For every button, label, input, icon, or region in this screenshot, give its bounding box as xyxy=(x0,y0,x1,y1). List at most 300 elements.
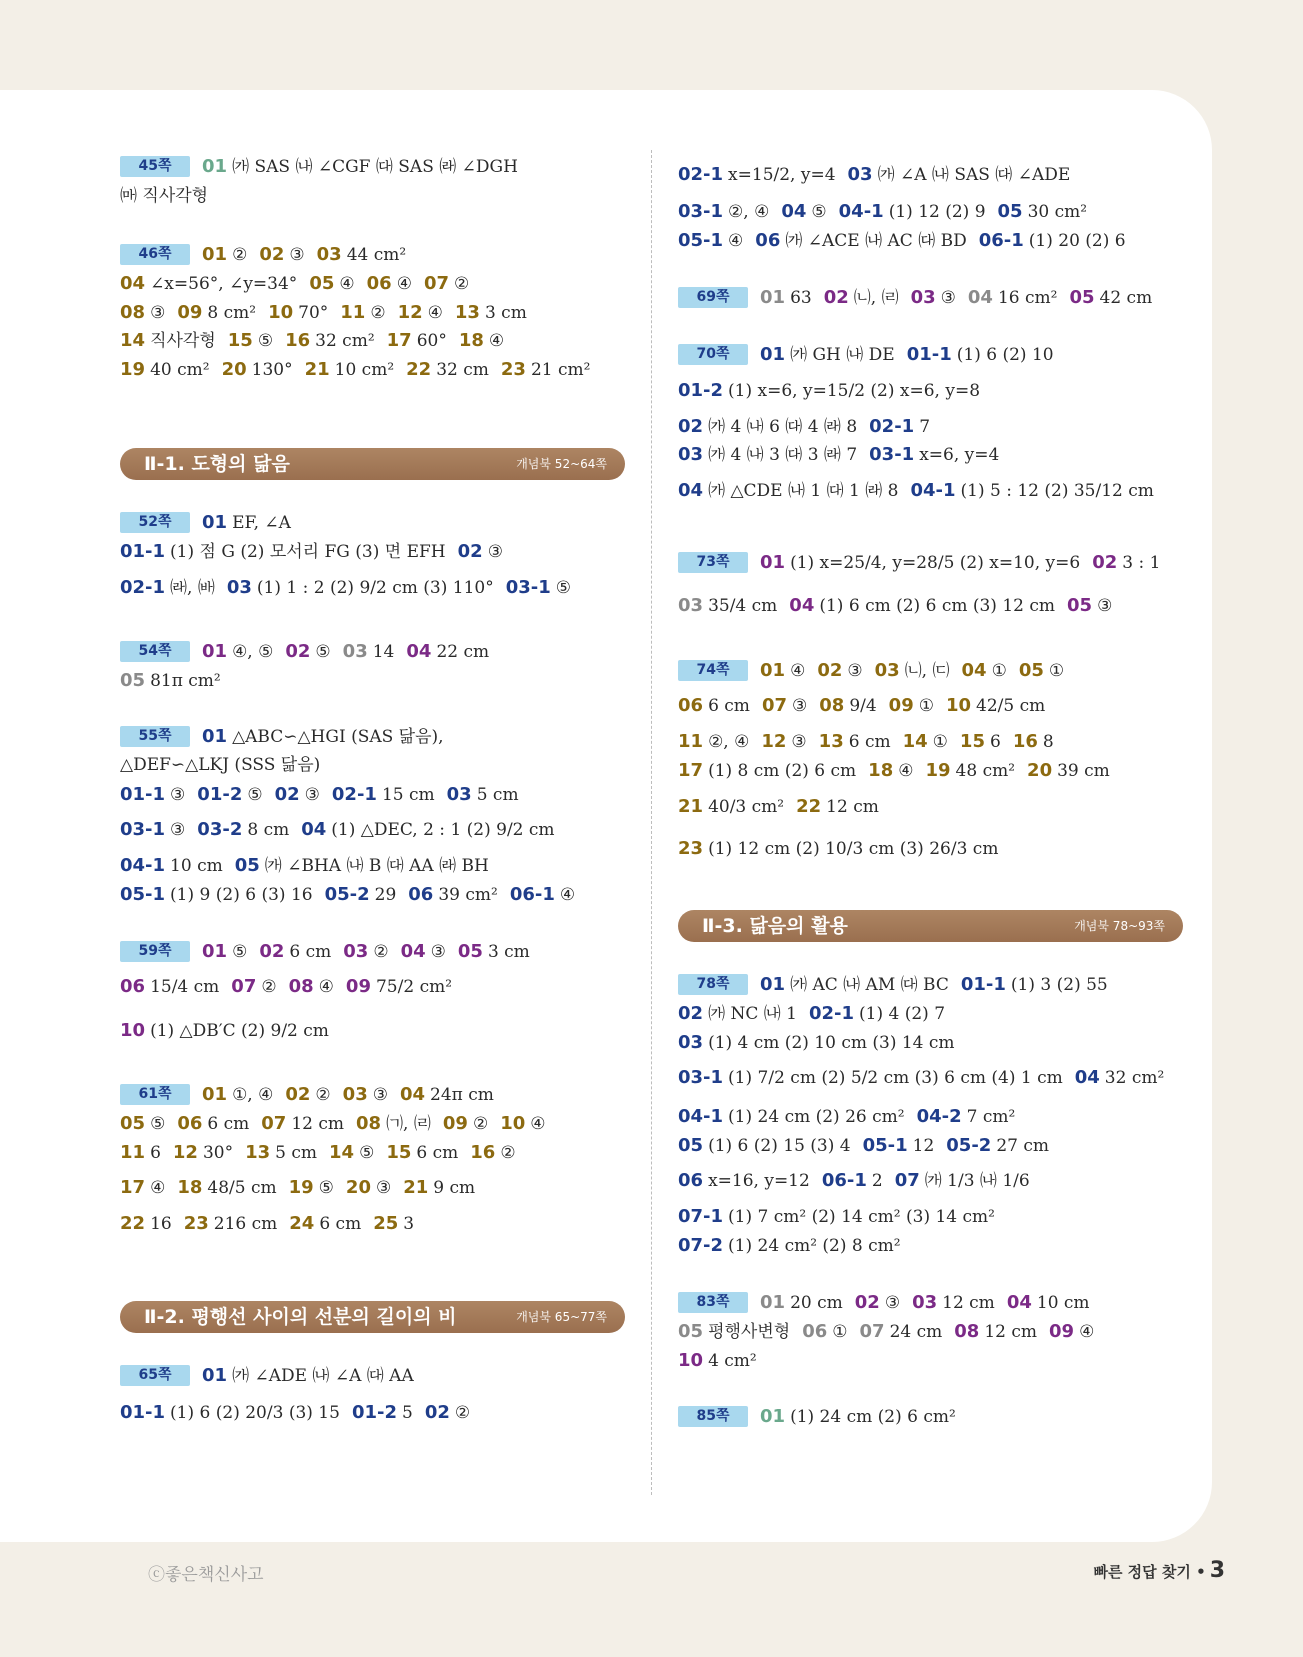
answer-text: 4 cm² xyxy=(708,1350,757,1371)
answer-text: (1) x=25/4, y=28/5 (2) x=10, y=6 xyxy=(790,552,1081,573)
answer-text: 8 cm xyxy=(247,819,290,840)
question-number: 02 xyxy=(678,415,704,437)
question-number: 07 xyxy=(261,1112,287,1134)
question-number: 08 xyxy=(120,301,146,323)
answer-text: (1) 7 cm² (2) 14 cm² (3) 14 cm² xyxy=(728,1206,995,1227)
answer-item xyxy=(184,1212,278,1236)
answer-row xyxy=(678,1001,957,1026)
question-number: 03 xyxy=(910,286,936,308)
question-number: 01 xyxy=(760,343,786,365)
answer-row xyxy=(120,539,515,564)
answer-row xyxy=(678,199,1099,224)
answer-text: 10 cm² xyxy=(334,359,395,380)
question-number: 06 xyxy=(802,1320,828,1342)
question-number: 06 xyxy=(678,1169,704,1191)
question-number: 03-1 xyxy=(505,576,551,598)
page-label: 74쪽 xyxy=(678,660,748,681)
answer-item xyxy=(120,272,297,296)
answer-text: (1) 6 (2) 10 xyxy=(956,344,1054,365)
answer-item xyxy=(400,1083,494,1107)
question-number: 20 xyxy=(221,358,247,380)
answer-row xyxy=(678,1030,967,1055)
answer-item xyxy=(261,1112,344,1136)
section-page-ref: 개념북 65~77쪽 xyxy=(516,1310,607,1324)
answer-text: ② xyxy=(472,1113,489,1134)
answer-text: 27 cm xyxy=(996,1135,1050,1156)
answer-text: 6 cm xyxy=(416,1142,459,1163)
question-number: 01 xyxy=(760,973,786,995)
question-number: 05 xyxy=(997,200,1023,222)
question-number: 05 xyxy=(1018,659,1044,681)
answer-text: ② xyxy=(454,1402,471,1423)
answer-text: ㈎ ∠A ㈏ SAS ㈐ ∠ADE xyxy=(877,164,1071,185)
answer-item xyxy=(120,301,165,325)
answer-item xyxy=(946,694,1045,718)
answer-text: 35/4 cm xyxy=(708,595,778,616)
question-number: 05-2 xyxy=(946,1134,992,1156)
answer-item xyxy=(802,1320,847,1344)
question-number: 16 xyxy=(470,1141,496,1163)
answer-text: (1) 5 : 12 (2) 35/12 cm xyxy=(960,480,1154,501)
answer-text: 7 xyxy=(919,416,931,437)
answer-text: ① xyxy=(832,1321,848,1342)
answer-text: 44 cm² xyxy=(346,244,407,265)
page-number: 3 xyxy=(1209,1558,1225,1583)
question-number: 05-1 xyxy=(120,883,166,905)
answer-item xyxy=(120,1176,165,1200)
page-label: 45쪽 xyxy=(120,156,190,177)
question-number: 04 xyxy=(789,594,815,616)
answer-text: ① xyxy=(1048,660,1065,681)
answer-row xyxy=(678,794,891,819)
answer-item xyxy=(120,1112,165,1136)
answer-item xyxy=(401,940,446,964)
question-number: 01 xyxy=(760,659,786,681)
answer-item xyxy=(912,1291,995,1315)
answer-item xyxy=(120,854,223,878)
answer-text: 75/2 cm² xyxy=(375,976,453,997)
answer-text: 9 cm xyxy=(433,1177,476,1198)
answer-item xyxy=(332,783,435,807)
question-number: 10 xyxy=(945,694,972,716)
answer-text: (1) 6 cm (2) 6 cm (3) 12 cm xyxy=(819,595,1056,616)
question-number: 04-2 xyxy=(916,1105,962,1127)
answer-text: ㈎ NC ㈏ 1 xyxy=(708,1003,797,1024)
question-number: 04-1 xyxy=(120,854,166,876)
answer-text: ㈎ GH ㈏ DE xyxy=(790,344,895,365)
answer-row xyxy=(678,1290,1102,1315)
question-number: 04 xyxy=(967,286,993,308)
answer-item xyxy=(855,1291,900,1315)
answer-item xyxy=(1007,1291,1090,1315)
answer-text: (1) 12 cm (2) 10/3 cm (3) 26/3 cm xyxy=(708,838,999,859)
answer-text: ④ xyxy=(728,230,744,251)
answer-item xyxy=(120,669,221,693)
answer-text: (1) 7/2 cm (2) 5/2 cm (3) 6 cm (4) 1 cm xyxy=(728,1067,1063,1088)
question-number: 05 xyxy=(234,854,260,876)
answer-item xyxy=(173,1141,233,1165)
answer-item xyxy=(869,415,930,439)
answer-text: (1) 점 G (2) 모서리 FG (3) 면 EFH xyxy=(170,541,446,562)
answer-item xyxy=(177,301,256,325)
answer-row xyxy=(120,1400,482,1425)
answer-item xyxy=(817,659,862,683)
answer-item xyxy=(120,975,219,999)
answer-text: 10 cm xyxy=(1036,1292,1090,1313)
answer-item xyxy=(406,358,489,382)
answer-text: 16 cm² xyxy=(997,287,1058,308)
answer-item xyxy=(796,795,879,819)
question-number: 05-2 xyxy=(324,883,370,905)
answer-item xyxy=(352,1401,413,1425)
answer-row xyxy=(120,1018,341,1043)
answer-text: 6 cm xyxy=(848,731,891,752)
answer-item xyxy=(925,759,1015,783)
question-number: 19 xyxy=(288,1176,314,1198)
answer-item xyxy=(868,759,913,783)
question-number: 03-1 xyxy=(678,1066,724,1088)
answer-item xyxy=(789,594,1055,618)
answer-text: ⑤ xyxy=(811,201,827,222)
answer-text: EF, ∠A xyxy=(232,512,291,533)
answer-item xyxy=(386,1141,458,1165)
answer-item xyxy=(406,640,489,664)
answer-text: 39 cm² xyxy=(438,884,498,905)
answer-item xyxy=(678,837,998,861)
question-number: 05-1 xyxy=(862,1134,908,1156)
section-page-ref: 개념북 52~64쪽 xyxy=(516,457,607,471)
question-number: 02 xyxy=(259,940,285,962)
answer-text: ⑤ xyxy=(318,1177,334,1198)
answer-row xyxy=(120,328,516,353)
question-number: 05 xyxy=(678,1320,704,1342)
answer-text: 21 cm² xyxy=(530,359,591,380)
answer-text: 12 xyxy=(912,1135,935,1156)
answer-item xyxy=(760,973,949,997)
question-number: 06 xyxy=(120,975,146,997)
answer-text: 2 xyxy=(871,1170,883,1191)
page-label: 65쪽 xyxy=(120,1365,190,1386)
section-banner xyxy=(678,910,1183,942)
question-number: 02 xyxy=(274,783,300,805)
answer-text: 5 cm xyxy=(275,1142,318,1163)
answer-item xyxy=(889,694,934,718)
answer-item xyxy=(120,1019,329,1043)
answer-item xyxy=(120,818,185,842)
answer-item xyxy=(501,358,591,382)
question-number: 07-2 xyxy=(678,1234,724,1256)
answer-text: ⑤ xyxy=(150,1113,166,1134)
answer-row xyxy=(120,1211,426,1236)
question-number: 02 xyxy=(285,1083,311,1105)
answer-item xyxy=(202,1083,273,1107)
answer-item xyxy=(678,1320,790,1344)
answer-text: (1) 4 cm (2) 10 cm (3) 14 cm xyxy=(708,1032,955,1053)
answer-text: ② xyxy=(500,1142,516,1163)
question-number: 02-1 xyxy=(869,415,915,437)
answer-text: ㈎ SAS ㈏ ∠CGF ㈐ SAS ㈑ ∠DGH xyxy=(232,156,518,177)
question-number: 05 xyxy=(120,1112,146,1134)
answer-item xyxy=(367,272,412,296)
answer-text: 3 cm xyxy=(487,941,530,962)
answer-item xyxy=(424,272,469,296)
page-label: 70쪽 xyxy=(678,344,748,365)
answer-text: ④ xyxy=(318,976,334,997)
question-number: 13 xyxy=(245,1141,271,1163)
answer-text: 29 xyxy=(374,884,397,905)
question-number: 01 xyxy=(760,1291,786,1313)
answer-text: ㈀, ㈃ xyxy=(386,1113,431,1134)
question-number: 02 xyxy=(678,1002,704,1024)
question-number: 05 xyxy=(309,272,335,294)
page-label: 78쪽 xyxy=(678,974,748,995)
answer-row xyxy=(120,1363,426,1388)
answer-item xyxy=(678,694,750,718)
question-number: 01-1 xyxy=(120,540,166,562)
answer-item xyxy=(911,286,956,310)
answer-item xyxy=(447,783,519,807)
answer-text: ② xyxy=(370,302,386,323)
answer-item xyxy=(289,975,334,999)
question-number: 03 xyxy=(847,163,873,185)
answer-text: x=16, y=12 xyxy=(708,1170,810,1191)
answer-item xyxy=(403,1176,475,1200)
answer-item xyxy=(678,759,856,783)
answer-item xyxy=(202,940,247,964)
answer-row xyxy=(678,1404,968,1429)
page-label: 52쪽 xyxy=(120,512,190,533)
page-label: 46쪽 xyxy=(120,244,190,265)
answer-text: ① xyxy=(918,695,934,716)
answer-item xyxy=(839,200,986,224)
answer-text: (1) 8 cm (2) 6 cm xyxy=(708,760,857,781)
question-number: 08 xyxy=(356,1112,382,1134)
question-number: 01 xyxy=(202,1364,228,1386)
answer-item xyxy=(678,200,769,224)
question-number: 03-1 xyxy=(678,200,724,222)
answer-row xyxy=(120,974,464,999)
answer-item xyxy=(678,1031,955,1055)
page-label: 55쪽 xyxy=(120,726,190,747)
answer-item xyxy=(809,1002,945,1026)
question-number: 10 xyxy=(678,1349,704,1371)
answer-text: ③ xyxy=(940,287,956,308)
question-number: 03 xyxy=(446,783,472,805)
answer-text: ② xyxy=(315,1084,331,1105)
question-number: 03 xyxy=(342,1083,368,1105)
answer-item xyxy=(678,1349,757,1373)
answer-text: ④ xyxy=(790,660,806,681)
answer-item xyxy=(245,1141,317,1165)
answer-text: ④ xyxy=(1079,1321,1095,1342)
question-number: 01 xyxy=(202,640,228,662)
answer-text: ①, ④ xyxy=(232,1084,274,1105)
page-label: 54쪽 xyxy=(120,641,190,662)
answer-text: ③ xyxy=(791,731,807,752)
question-number: 13 xyxy=(818,730,844,752)
answer-row xyxy=(120,1175,487,1200)
question-number: 04 xyxy=(406,640,432,662)
answer-text: ㈎ ∠BHA ㈏ B ㈐ AA ㈑ BH xyxy=(264,855,489,876)
answer-item xyxy=(343,1083,388,1107)
answer-row xyxy=(120,1140,528,1165)
answer-text: ㈎ 4 ㈏ 6 ㈐ 4 ㈑ 8 xyxy=(708,416,858,437)
answer-text: 6 xyxy=(150,1142,161,1163)
answer-text: ③ xyxy=(430,941,446,962)
answer-item xyxy=(340,301,385,325)
answer-item xyxy=(343,940,388,964)
answer-item xyxy=(678,1234,901,1258)
answer-item xyxy=(917,1105,1016,1129)
page-label: 69쪽 xyxy=(678,287,748,308)
question-number: 10 xyxy=(120,1019,146,1041)
answer-text: (1) 24 cm² (2) 8 cm² xyxy=(728,1235,901,1256)
answer-item xyxy=(301,818,554,842)
section-banner xyxy=(120,1301,625,1333)
answer-item xyxy=(1069,286,1152,310)
answer-text: ⑤ xyxy=(359,1142,375,1163)
answer-text: 16 xyxy=(150,1213,172,1234)
answer-item xyxy=(678,163,836,187)
answer-text: ㈎ AC ㈏ AM ㈐ BC xyxy=(790,974,949,995)
answer-row xyxy=(120,782,531,807)
answer-row xyxy=(678,1133,1061,1158)
answer-text: ③ xyxy=(1097,595,1113,616)
answer-text: 32 cm xyxy=(436,359,489,380)
answer-text: ⑤ xyxy=(257,330,274,351)
question-number: 03 xyxy=(316,243,342,265)
question-number: 09 xyxy=(442,1112,468,1134)
answer-text: ③ xyxy=(487,541,503,562)
answer-item xyxy=(755,229,966,253)
question-number: 01-2 xyxy=(351,1401,397,1423)
section-page-ref: 개념북 78~93쪽 xyxy=(1074,919,1165,933)
answer-item xyxy=(346,1176,391,1200)
answer-row xyxy=(678,414,942,439)
question-number: 01 xyxy=(202,243,228,265)
question-number: 01-2 xyxy=(678,379,724,401)
answer-text: 12 cm xyxy=(826,796,879,817)
question-number: 03 xyxy=(678,594,704,616)
answer-item xyxy=(285,329,375,353)
answer-text: 12 cm xyxy=(984,1321,1037,1342)
question-number: 08 xyxy=(954,1320,980,1342)
answer-item xyxy=(120,783,185,807)
answer-item xyxy=(761,730,806,754)
answer-item xyxy=(387,329,447,353)
question-number: 17 xyxy=(678,759,704,781)
answer-text: 48/5 cm xyxy=(207,1177,277,1198)
question-number: 02 xyxy=(457,540,483,562)
answer-item xyxy=(285,640,330,664)
answer-row xyxy=(120,752,332,777)
answer-item xyxy=(289,1176,334,1200)
answer-text: 6 cm xyxy=(319,1213,362,1234)
answer-text: (1) 6 (2) 20/3 (3) 15 xyxy=(170,1402,340,1423)
answer-item xyxy=(907,343,1054,367)
answer-text: (1) △DB′C (2) 9/2 cm xyxy=(150,1020,329,1041)
page-footer xyxy=(1093,1558,1225,1583)
answer-item xyxy=(356,1112,431,1136)
answer-item xyxy=(875,659,950,683)
answer-item xyxy=(678,1105,905,1129)
answer-text: 30 cm² xyxy=(1027,201,1088,222)
answer-text: 32 cm² xyxy=(315,330,375,351)
answer-row xyxy=(120,300,539,325)
answer-text: 24 cm xyxy=(889,1321,943,1342)
answer-text: 3 cm xyxy=(484,302,527,323)
question-number: 23 xyxy=(500,358,526,380)
answer-item xyxy=(1019,659,1064,683)
answer-item xyxy=(458,940,530,964)
question-number: 02 xyxy=(424,1401,450,1423)
answer-row xyxy=(120,724,456,749)
answer-row xyxy=(678,729,1066,754)
question-number: 01-2 xyxy=(197,783,243,805)
answer-item xyxy=(848,163,1071,187)
question-number: 05 xyxy=(457,940,483,962)
answer-item xyxy=(910,479,1153,503)
question-number: 06-1 xyxy=(978,229,1024,251)
question-number: 03-2 xyxy=(197,818,243,840)
answer-row xyxy=(678,342,1066,367)
question-number: 12 xyxy=(397,301,423,323)
answer-item xyxy=(510,883,575,907)
question-number: 07-1 xyxy=(678,1205,724,1227)
question-number: 18 xyxy=(177,1176,203,1198)
answer-text: 40/3 cm² xyxy=(708,796,785,817)
answer-text: x=15/2, y=4 xyxy=(728,164,836,185)
answer-item xyxy=(305,358,395,382)
answer-text: ② xyxy=(232,244,248,265)
question-number: 06-1 xyxy=(821,1169,867,1191)
question-number: 14 xyxy=(329,1141,355,1163)
question-number: 06 xyxy=(408,883,434,905)
answer-text: 5 xyxy=(401,1402,413,1423)
answer-item xyxy=(120,540,446,564)
answer-text: ⑤ xyxy=(247,784,263,805)
answer-item xyxy=(202,243,247,267)
answer-item xyxy=(458,540,503,564)
question-number: 15 xyxy=(959,730,985,752)
answer-text: ③ xyxy=(304,784,320,805)
answer-text: △DEF∽△LKJ (SSS 닮음) xyxy=(120,754,321,775)
answer-item xyxy=(500,1112,545,1136)
question-number: 22 xyxy=(406,358,432,380)
question-number: 11 xyxy=(340,301,366,323)
answer-text: ③ xyxy=(170,819,186,840)
section-title: Ⅱ-2. 평행선 사이의 선분의 길이의 비 xyxy=(144,1306,457,1328)
question-number: 20 xyxy=(345,1176,371,1198)
question-number: 03 xyxy=(912,1291,938,1313)
question-number: 10 xyxy=(268,301,294,323)
answer-row xyxy=(120,242,418,267)
answer-item xyxy=(470,1141,515,1165)
answer-item xyxy=(317,243,407,267)
answer-text: 20 cm xyxy=(790,1292,843,1313)
answer-text: ④ xyxy=(898,760,914,781)
answer-text: ④ xyxy=(339,273,355,294)
answer-item xyxy=(120,883,313,907)
answer-text: 6 xyxy=(989,731,1001,752)
answer-text: ㈎ 1/3 ㈏ 1/6 xyxy=(924,1170,1030,1191)
question-number: 03 xyxy=(678,1031,704,1053)
answer-row xyxy=(678,658,1076,683)
answer-text: ⑤ xyxy=(555,577,571,598)
answer-row xyxy=(678,972,1120,997)
answer-item xyxy=(760,286,812,310)
answer-item xyxy=(120,1141,161,1165)
